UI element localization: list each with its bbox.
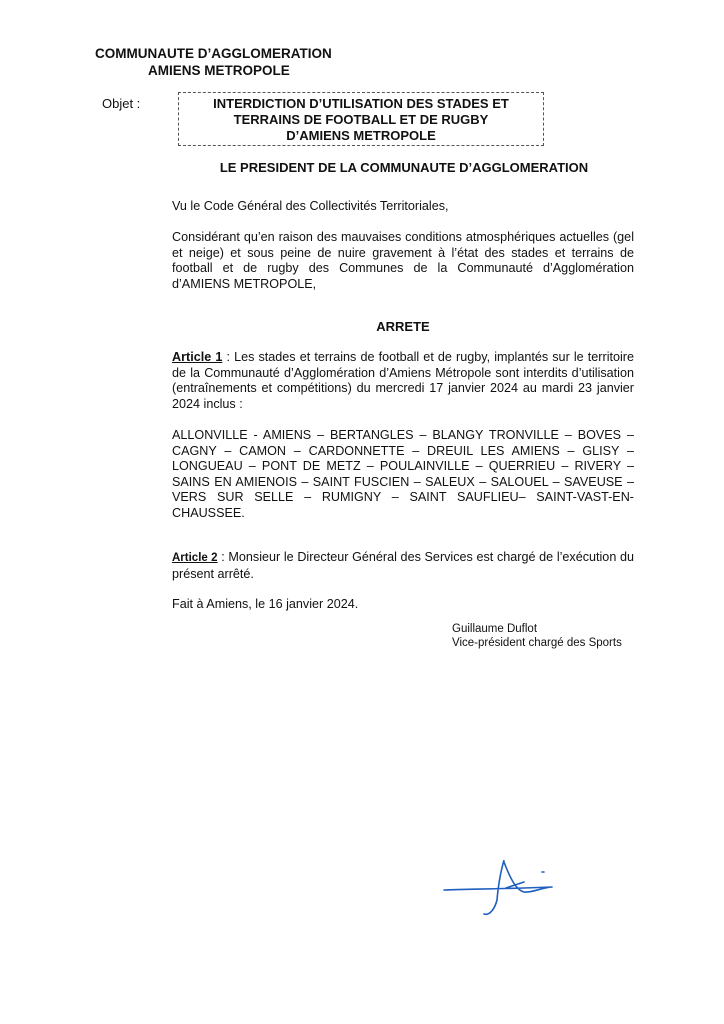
handwritten-signature-icon bbox=[440, 860, 580, 920]
objet-line1: INTERDICTION D’UTILISATION DES STADES ET bbox=[213, 96, 509, 111]
president-title: LE PRESIDENT DE LA COMMUNAUTE D’AGGLOMERATION bbox=[219, 160, 589, 175]
objet-line2: TERRAINS DE FOOTBALL ET DE RUGBY bbox=[233, 112, 489, 127]
organization-name-line2: AMIENS METROPOLE bbox=[148, 63, 290, 78]
article-2-label: Article 2 bbox=[172, 552, 218, 564]
article-1-paragraph bbox=[172, 350, 634, 412]
article-1-text: : Les stades et terrains de football et de rugby, implantés sur le territoire de la Communauté d’Agglomération d’Amiens Métropole sont interdits d’utilisation (entraînements et compétitions) du mercredi 17 janvier 2024 au mardi 23 janvier 2024 inclus : bbox=[172, 350, 634, 411]
fait-a-line: Fait à Amiens, le 16 janvier 2024. bbox=[172, 597, 359, 611]
signer-role: Vice-président chargé des Sports bbox=[452, 637, 622, 649]
objet-line3: D’AMIENS METROPOLE bbox=[286, 128, 436, 143]
article-2-paragraph bbox=[172, 550, 634, 582]
article-1-label: Article 1 bbox=[172, 350, 223, 364]
objet-label: Objet : bbox=[102, 96, 141, 111]
article-2-text: : Monsieur le Directeur Général des Services est chargé de l’exécution du présent arrêté. bbox=[172, 550, 634, 581]
vu-paragraph: Vu le Code Général des Collectivités Territoriales, bbox=[172, 199, 449, 213]
communes-list: ALLONVILLE - AMIENS – BERTANGLES – BLANGY TRONVILLE – BOVES – CAGNY – CAMON – CARDONNETTE – DREUIL LES AMIENS – GLISY – LONGUEAU – PONT DE METZ – POULAINVILLE – QUERRIEU – RIVERY – SAINS EN AMIENOIS – SAINT FUSCIEN – SALEUX – SALOUEL – SAVEUSE – VERS SUR SELLE – RUMIGNY – SAINT SAUFLIEU– SAINT-VAST-EN-CHAUSSEE. bbox=[172, 428, 634, 520]
arrete-title: ARRETE bbox=[376, 319, 430, 334]
organization-name-line1: COMMUNAUTE D’AGGLOMERATION bbox=[95, 46, 332, 61]
signer-name: Guillaume Duflot bbox=[452, 623, 538, 635]
objet-box bbox=[178, 92, 544, 146]
considerant-paragraph: Considérant qu’en raison des mauvaises conditions atmosphériques actuelles (gel et neige) et sous peine de nuire gravement à l’état des stades et terrains de football et de rugby des Communes de la Communauté d’Agglomération d’AMIENS METROPOLE, bbox=[172, 230, 634, 291]
